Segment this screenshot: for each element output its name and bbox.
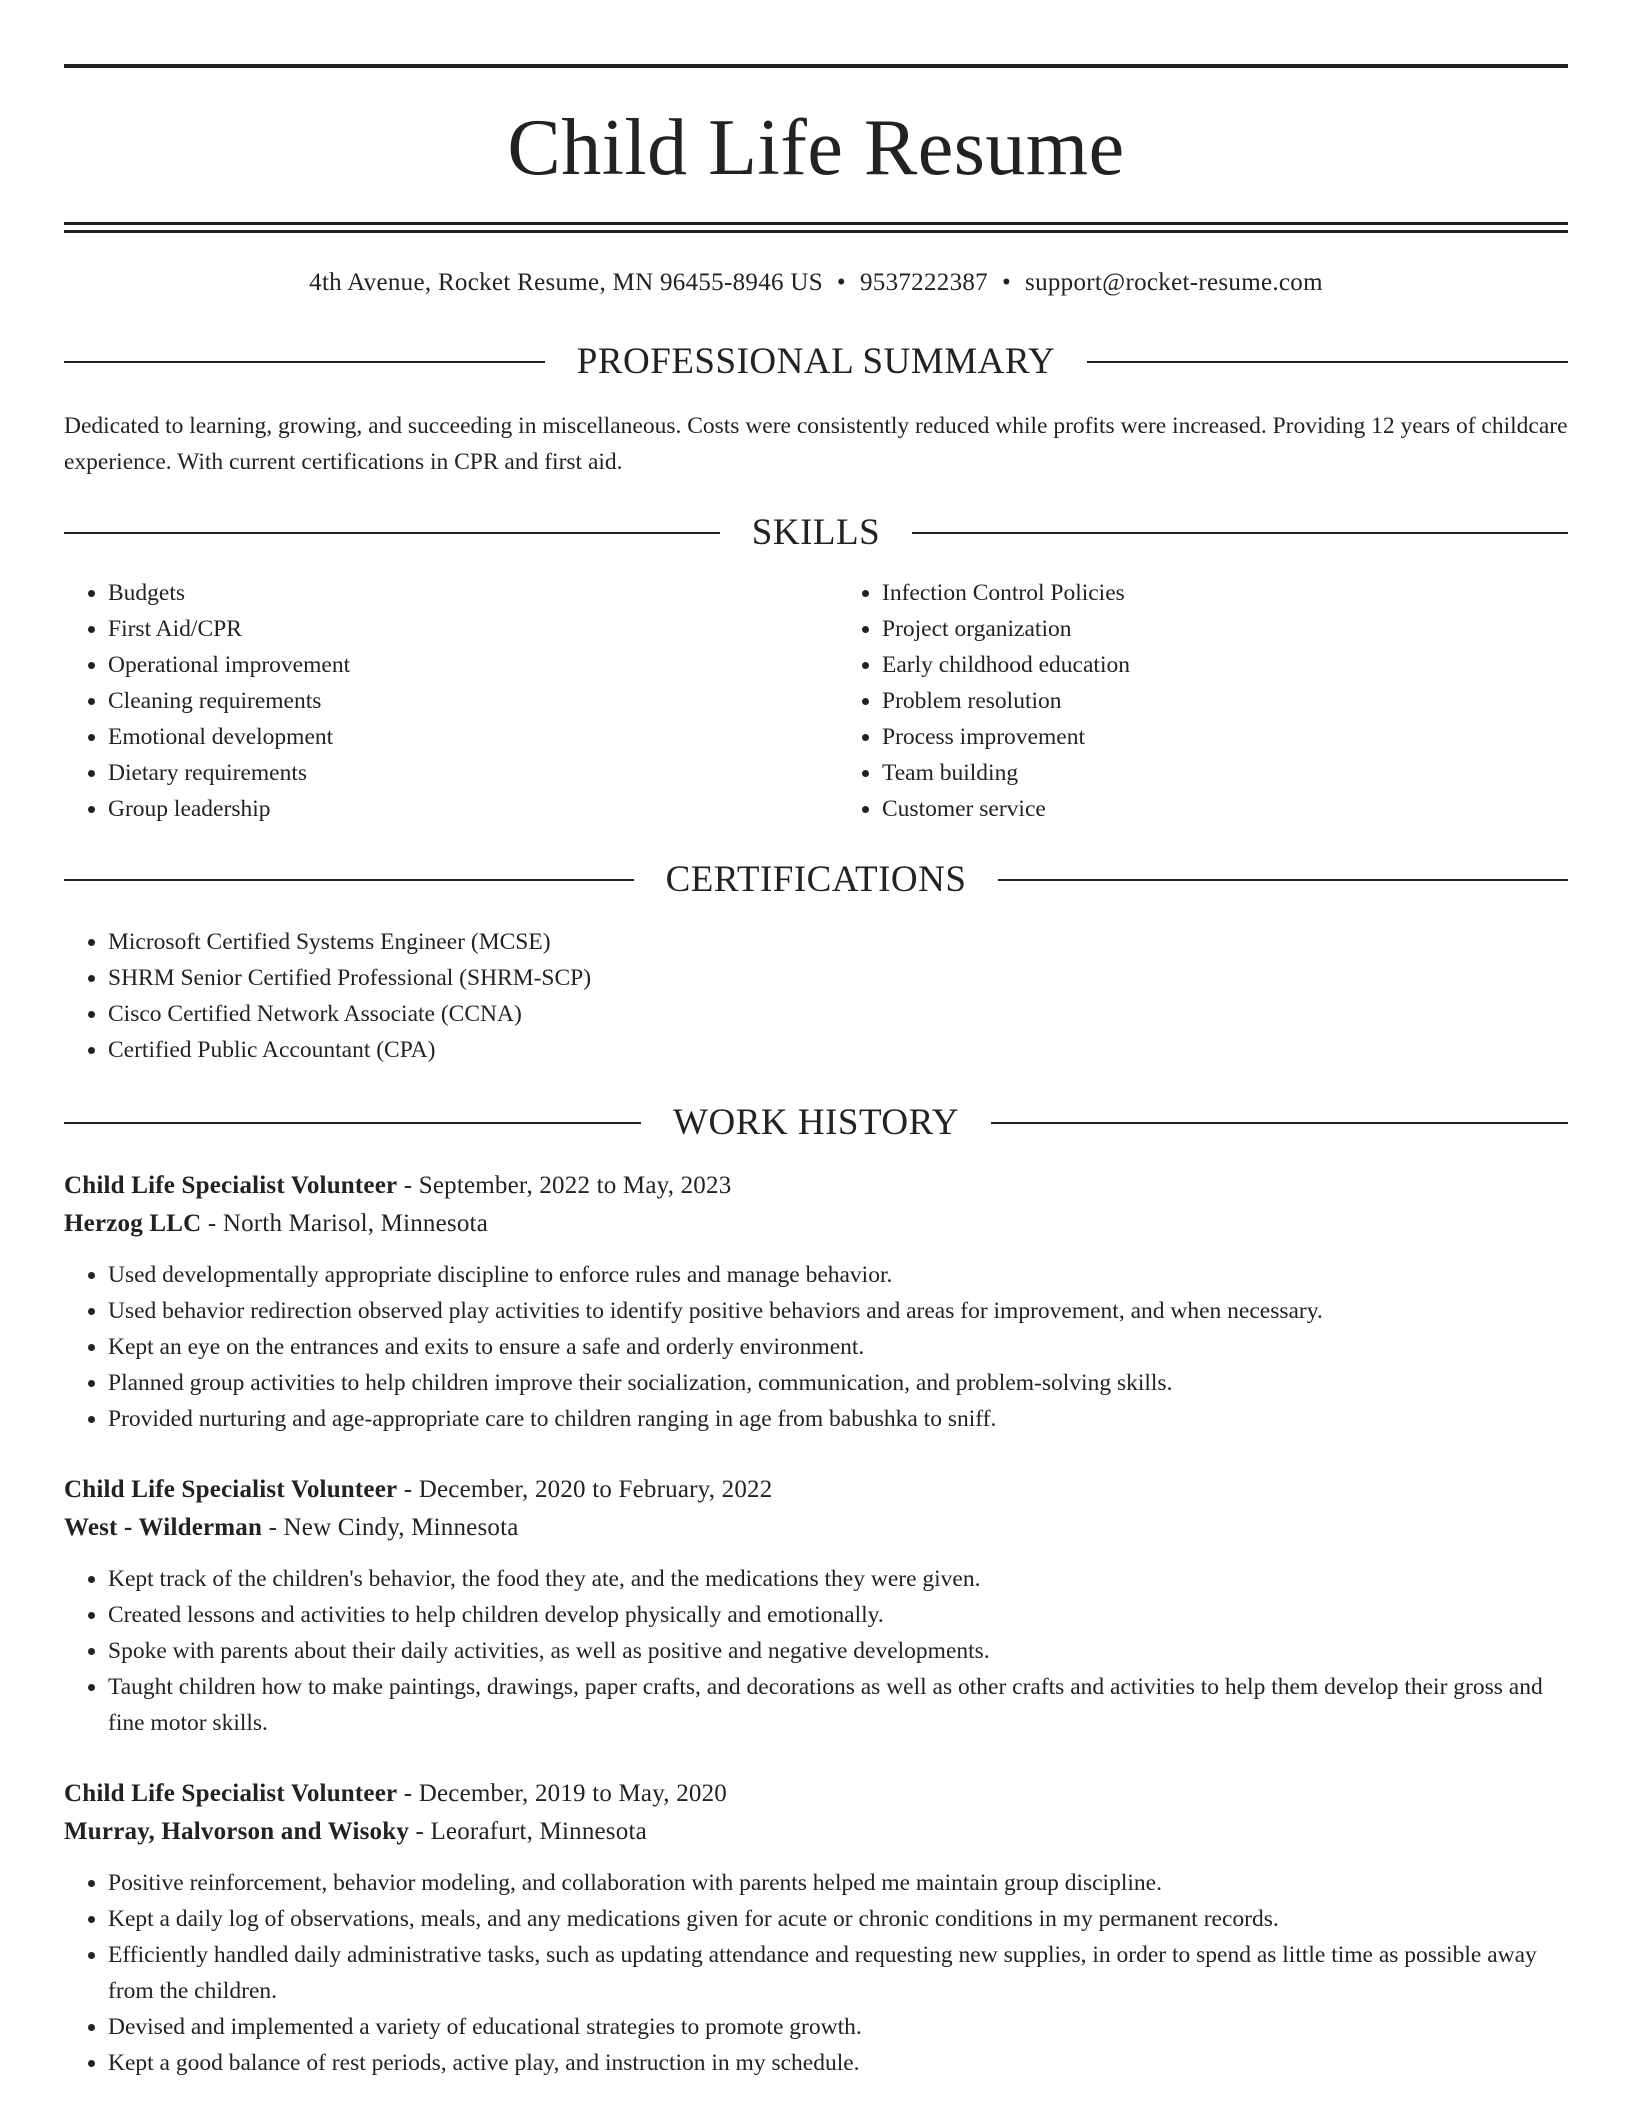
job-bullet: • Provided nurturing and age-appropriate care to children ranging in age from babushka to sniff. — [108, 1401, 1568, 1437]
job-location: - New Cindy, Minnesota — [262, 1514, 519, 1541]
job-location: - Leorafurt, Minnesota — [409, 1818, 647, 1845]
job-title: Child Life Specialist Volunteer — [64, 1476, 398, 1503]
job-bullet: • Used behavior redirection observed play activities to identify positive behaviors and areas for improvement, and when necessary. — [108, 1293, 1568, 1329]
job-bullet: • Planned group activities to help children improve their socialization, communication, and problem-solving skills. — [108, 1365, 1568, 1401]
job-title: Child Life Specialist Volunteer — [64, 1780, 398, 1807]
job-bullet: • Kept track of the children's behavior, the food they ate, and the medications they were given. — [108, 1561, 1568, 1597]
skill-item: • Project organization — [882, 611, 1568, 647]
job-company: Murray, Halvorson and Wisoky — [64, 1818, 410, 1845]
section-rule — [1087, 361, 1568, 363]
job-title-line — [64, 1775, 1568, 1813]
skills-column-left — [64, 575, 794, 827]
top-rule — [64, 64, 1568, 68]
job-bullet: • Kept a good balance of rest periods, active play, and instruction in my schedule. — [108, 2045, 1568, 2081]
skill-item: • Cleaning requirements — [108, 683, 794, 719]
contact-separator: • — [1001, 269, 1012, 296]
contact-phone: 9537222387 — [859, 269, 988, 296]
job-bullet: • Taught children how to make paintings, drawings, paper crafts, and decorations as well as other crafts and activities to help them develop their gross and fine motor skills. — [108, 1669, 1568, 1741]
contact-separator: • — [836, 269, 846, 296]
job-company-line — [64, 1813, 1568, 1851]
job-title-line — [64, 1167, 1568, 1205]
job-bullet: • Created lessons and activities to help children develop physically and emotionally. — [108, 1597, 1568, 1633]
section-rule — [64, 361, 545, 363]
section-rule — [64, 532, 720, 534]
skill-item: • First Aid/CPR — [108, 611, 794, 647]
job-entry — [64, 1471, 1568, 1741]
certification-item: • SHRM Senior Certified Professional (SHRM-SCP) — [108, 960, 1568, 996]
job-bullets — [64, 1561, 1568, 1741]
section-rule — [64, 1122, 641, 1124]
work-history-list — [64, 1167, 1568, 2081]
section-header-work-history — [64, 1104, 1568, 1141]
skill-item: • Budgets — [108, 575, 794, 611]
job-entry — [64, 1775, 1568, 2081]
skill-item: • Process improvement — [882, 719, 1568, 755]
job-bullet: • Kept a daily log of observations, meals, and any medications given for acute or chronic conditions in my permanent records. — [108, 1901, 1568, 1937]
job-company: West - Wilderman — [64, 1514, 263, 1541]
job-bullets — [64, 1865, 1568, 2081]
section-title: WORK HISTORY — [673, 1102, 959, 1143]
skill-item: • Dietary requirements — [108, 755, 794, 791]
summary-text: Dedicated to learning, growing, and succeeding in miscellaneous. Costs were consistently reduced while profits were increased. Providing 12 years of childcare experience. With current certifications in CPR and first aid. — [64, 413, 1568, 475]
job-title: Child Life Specialist Volunteer — [64, 1172, 398, 1199]
section-rule — [912, 532, 1568, 534]
contact-email: support@rocket-resume.com — [1025, 269, 1323, 296]
job-bullet: • Used developmentally appropriate discipline to enforce rules and manage behavior. — [108, 1257, 1568, 1293]
skill-item: • Operational improvement — [108, 647, 794, 683]
section-header-skills — [64, 514, 1568, 551]
title-double-rule — [64, 222, 1568, 233]
job-bullet: • Positive reinforcement, behavior modeling, and collaboration with parents helped me maintain group discipline. — [108, 1865, 1568, 1901]
job-dates: - December, 2019 to May, 2020 — [397, 1780, 727, 1807]
contact-address: 4th Avenue, Rocket Resume, MN 96455-8946 US — [309, 269, 823, 296]
job-bullets — [64, 1257, 1568, 1437]
certification-item: • Certified Public Accountant (CPA) — [108, 1032, 1568, 1068]
job-dates: - September, 2022 to May, 2023 — [397, 1172, 732, 1199]
skill-item: • Group leadership — [108, 791, 794, 827]
certification-item: • Microsoft Certified Systems Engineer (MCSE) — [108, 924, 1568, 960]
skills-list — [64, 575, 1568, 827]
job-bullet: • Devised and implemented a variety of educational strategies to promote growth. — [108, 2009, 1568, 2045]
skills-column-right — [794, 575, 1568, 827]
resume-title: Child Life Resume — [507, 104, 1125, 192]
section-title: CERTIFICATIONS — [665, 859, 967, 900]
skill-item: • Problem resolution — [882, 683, 1568, 719]
job-bullet: • Spoke with parents about their daily activities, as well as positive and negative developments. — [108, 1633, 1568, 1669]
section-rule — [998, 879, 1568, 881]
skill-item: • Emotional development — [108, 719, 794, 755]
certifications-list — [64, 924, 1568, 1068]
job-company-line — [64, 1509, 1568, 1547]
section-header-certifications — [64, 861, 1568, 898]
section-title: PROFESSIONAL SUMMARY — [576, 341, 1056, 382]
section-title: SKILLS — [751, 512, 881, 553]
job-dates: - December, 2020 to February, 2022 — [397, 1476, 773, 1503]
contact-line — [64, 269, 1568, 297]
certification-item: • Cisco Certified Network Associate (CCNA) — [108, 996, 1568, 1032]
skill-item: • Team building — [882, 755, 1568, 791]
skill-item: • Infection Control Policies — [882, 575, 1568, 611]
job-bullet: • Efficiently handled daily administrative tasks, such as updating attendance and requesting new supplies, in order to spend as little time as possible away from the children. — [108, 1937, 1568, 2009]
job-company: Herzog LLC — [64, 1210, 202, 1237]
skill-item: • Early childhood education — [882, 647, 1568, 683]
section-rule — [64, 879, 634, 881]
section-rule — [991, 1122, 1568, 1124]
skill-item: • Customer service — [882, 791, 1568, 827]
job-title-line — [64, 1471, 1568, 1509]
job-company-line — [64, 1205, 1568, 1243]
job-entry — [64, 1167, 1568, 1437]
job-location: - North Marisol, Minnesota — [201, 1210, 489, 1237]
section-header-summary — [64, 343, 1568, 380]
job-bullet: • Kept an eye on the entrances and exits to ensure a safe and orderly environment. — [108, 1329, 1568, 1365]
